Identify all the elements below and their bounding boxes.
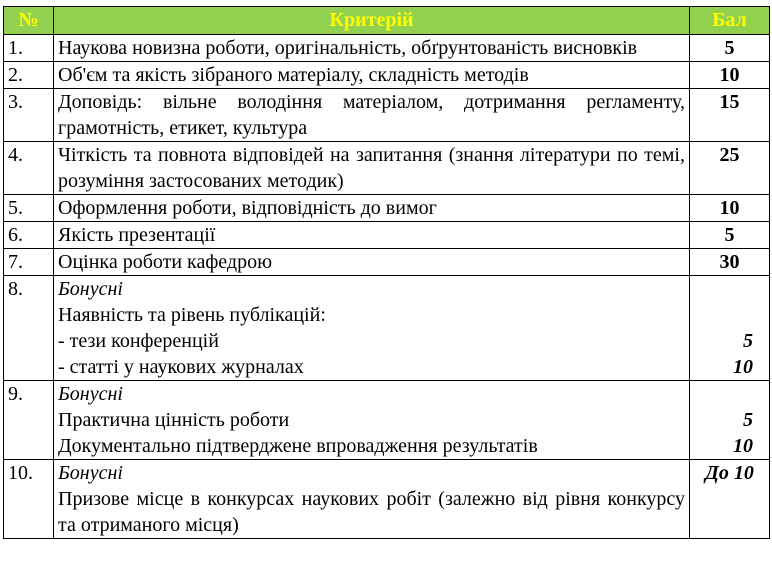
row-num: 3. <box>4 89 54 142</box>
bonus-item-score: 10 <box>733 356 753 378</box>
row-criterion: Якість презентації <box>54 222 690 249</box>
criteria-table <box>3 6 770 539</box>
row-num: 7. <box>4 249 54 276</box>
bonus-label: Бонусні <box>58 278 123 300</box>
bonus-item: Призове місце в конкурсах наукових робіт (залежно від рівня конкурсу та отриманого місця) <box>58 488 685 536</box>
row-criterion <box>54 460 690 539</box>
bonus-row-publications <box>4 276 770 381</box>
bonus-row-contest <box>4 460 770 539</box>
table-row <box>4 89 770 142</box>
table-row <box>4 35 770 62</box>
bonus-item-score: 10 <box>733 435 753 457</box>
header-row <box>4 7 770 35</box>
row-num: 10. <box>4 460 54 539</box>
table-row <box>4 142 770 195</box>
row-score <box>690 460 770 539</box>
row-score: 30 <box>690 249 770 276</box>
bonus-label: Бонусні <box>58 383 123 405</box>
row-num: 2. <box>4 62 54 89</box>
row-criterion: Чіткість та повнота відповідей на запитання (знання літератури по темі, розуміння застосованих методик) <box>54 142 690 195</box>
row-criterion: Оцінка роботи кафедрою <box>54 249 690 276</box>
bonus-item-score: 5 <box>743 409 753 431</box>
row-num: 5. <box>4 195 54 222</box>
bonus-row-practical <box>4 381 770 460</box>
table-row <box>4 195 770 222</box>
row-score: 10 <box>690 62 770 89</box>
row-score: 15 <box>690 89 770 142</box>
row-score <box>690 276 770 381</box>
row-score <box>690 381 770 460</box>
table-row <box>4 249 770 276</box>
row-num: 8. <box>4 276 54 381</box>
row-criterion: Наукова новизна роботи, оригінальність, обґрунтованість висновків <box>54 35 690 62</box>
row-criterion <box>54 381 690 460</box>
header-score: Бал <box>690 7 770 35</box>
bonus-item-score: 5 <box>743 330 753 352</box>
row-num: 9. <box>4 381 54 460</box>
table-row <box>4 62 770 89</box>
row-criterion: Оформлення роботи, відповідність до вимог <box>54 195 690 222</box>
bonus-intro: Наявність та рівень публікацій: <box>58 304 326 326</box>
row-score: 5 <box>690 35 770 62</box>
bonus-item: Документально підтверджене впровадження результатів <box>58 435 538 457</box>
row-score: 10 <box>690 195 770 222</box>
row-num: 1. <box>4 35 54 62</box>
header-num: № <box>4 7 54 35</box>
bonus-label: Бонусні <box>58 462 123 484</box>
bonus-item: - статті у наукових журналах <box>58 356 304 378</box>
table-row <box>4 222 770 249</box>
row-criterion: Доповідь: вільне володіння матеріалом, дотримання регламенту, грамотність, етикет, культура <box>54 89 690 142</box>
row-criterion: Об'єм та якість зібраного матеріалу, складність методів <box>54 62 690 89</box>
row-criterion <box>54 276 690 381</box>
row-num: 6. <box>4 222 54 249</box>
header-criterion: Критерій <box>54 7 690 35</box>
bonus-item: Практична цінність роботи <box>58 409 290 431</box>
bonus-item: - тези конференцій <box>58 330 219 352</box>
row-score: 5 <box>690 222 770 249</box>
row-num: 4. <box>4 142 54 195</box>
row-score: 25 <box>690 142 770 195</box>
bonus-item-score: До 10 <box>705 462 754 484</box>
